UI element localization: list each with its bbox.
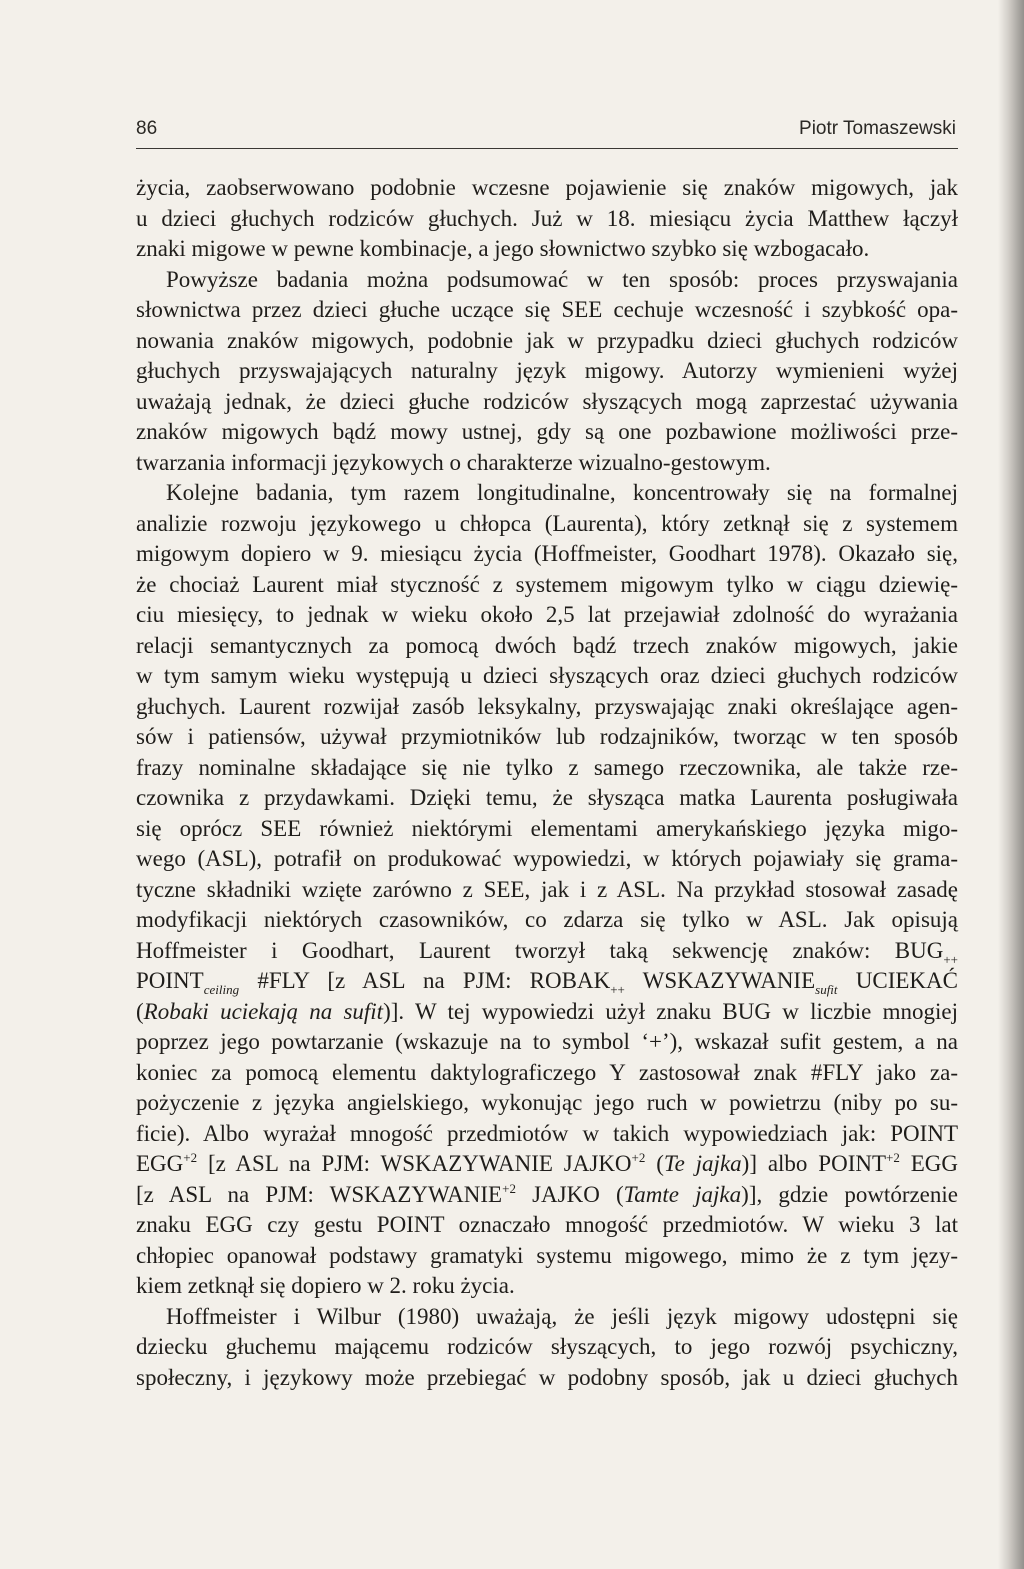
subscript: sufit xyxy=(815,982,838,997)
text-line xyxy=(136,936,958,967)
text-line: u dzieci głuchych rodziców głuchych. Już w 18. miesiącu życia Matthew łączył xyxy=(136,205,958,231)
text-fragment: )], gdzie powtórzenie xyxy=(741,1181,958,1207)
text-fragment: ( xyxy=(645,1151,664,1176)
text-line xyxy=(136,997,958,1028)
gloss-fly: #FLY [z ASL na PJM: ROBAK xyxy=(239,968,611,993)
text-line: sów i patiensów, używał przymiotników lub rodzajników, tworząc w ten sposób xyxy=(136,724,958,749)
text-line xyxy=(136,966,958,997)
text-line: frazy nominalne składające się nie tylko z samego rzeczownika, ale także rze- xyxy=(136,754,958,780)
text-line: uważają jednak, że dzieci głuche rodziców słyszących mogą zaprzestać używania xyxy=(136,388,958,414)
text-line: ciu miesięcy, to jednak w wieku około 2,5 lat przejawiał zdolność do wyrażania xyxy=(136,602,958,627)
text-fragment: ( xyxy=(136,998,144,1024)
text-line: kiem zetknął się dopiero w 2. roku życia. xyxy=(136,1273,515,1298)
superscript: +2 xyxy=(502,1180,516,1196)
subscript: ++ xyxy=(610,982,625,997)
text-line: życia, zaobserwowano podobnie wczesne pojawienie się znaków migowych, jak xyxy=(136,175,958,200)
page-edge-shadow xyxy=(998,0,1024,1569)
text-line: w tym samym wieku występują u dzieci słyszących oraz dzieci głuchych rodziców xyxy=(136,663,958,688)
text-line: poprzez jego powtarzanie (wskazuje na to symbol ‘+’), wskazał sufit gestem, a na xyxy=(136,1029,958,1054)
text-line: dziecku głuchemu mającemu rodziców słyszących, to jego rozwój psychiczny, xyxy=(136,1334,958,1359)
text-line: słownictwa przez dzieci głuche uczące się SEE cechuje wczesność i szybkość opa- xyxy=(136,297,958,322)
italic-translation: Robaki uciekają na sufit xyxy=(143,998,384,1024)
text-line: społeczny, i językowy może przebiegać w podobny sposób, jak u dzieci głuchych xyxy=(136,1364,958,1390)
text-line: nowania znaków migowych, podobnie jak w przypadku dzieci głuchych rodziców xyxy=(136,327,958,353)
gloss-point: POINT xyxy=(136,968,204,993)
subscript: ceiling xyxy=(203,982,240,997)
running-header xyxy=(136,116,958,149)
text-fragment: EGG xyxy=(899,1151,958,1176)
text-line: analizie rozwoju językowego u chłopca (Laurenta), który zetknął się z systemem xyxy=(136,510,958,536)
text-line: znaków migowych bądź mowy ustnej, gdy są one pozbawione możliwości prze- xyxy=(136,419,958,444)
gloss-wskazywanie: WSKAZYWANIE xyxy=(624,968,816,993)
text-line: się oprócz SEE również niektórymi elementami amerykańskiego języka migo- xyxy=(136,815,958,841)
text-line: Powyższe badania można podsumować w ten sposób: proces przyswajania xyxy=(166,266,958,292)
running-title: Piotr Tomaszewski xyxy=(799,118,956,139)
superscript: +2 xyxy=(886,1150,900,1165)
text-line xyxy=(136,1180,958,1211)
text-line: wego (ASL), potrafił on produkować wypowiedzi, w których pojawiały się grama- xyxy=(136,846,958,871)
text-line: znaki migowe w pewne kombinacje, a jego słownictwo szybko się wzbogacało. xyxy=(136,236,870,261)
text-line-content: Hoffmeister i Goodhart, Laurent tworzył taką sekwencję znaków: BUG xyxy=(136,937,944,963)
text-fragment: EGG xyxy=(136,1151,184,1176)
superscript: +2 xyxy=(631,1150,646,1165)
text-line: Hoffmeister i Wilbur (1980) uważają, że jeśli język migowy udostępni się xyxy=(166,1303,958,1329)
italic-translation: Te jajka xyxy=(663,1151,742,1176)
text-line: modyfikacji niektórych czasowników, co zdarza się tylko w ASL. Jak opisują xyxy=(136,907,958,932)
subscript: ++ xyxy=(943,951,958,967)
text-line: głuchych przyswajających naturalny język migowy. Autorzy wymienieni wyżej xyxy=(136,358,958,383)
body-text xyxy=(136,173,958,1393)
text-line: ficie). Albo wyrażał mnogość przedmiotów w takich wypowiedziach jak: POINT xyxy=(136,1120,958,1146)
text-fragment: [z ASL na PJM: WSKAZYWANIE JAJKO xyxy=(197,1151,632,1176)
text-line: koniec za pomocą elementu daktylograficzego Y zastosował znak #FLY jako za- xyxy=(136,1059,958,1085)
text-fragment: )] albo POINT xyxy=(741,1151,887,1176)
superscript: +2 xyxy=(183,1150,198,1165)
text-line: migowym dopiero w 9. miesiącu życia (Hoffmeister, Goodhart 1978). Okazało się, xyxy=(136,541,958,566)
text-fragment: [z ASL na PJM: WSKAZYWANIE xyxy=(136,1181,503,1207)
text-line: czownika z przydawkami. Dzięki temu, że słysząca matka Laurenta posługiwała xyxy=(136,785,958,810)
italic-translation: Tamte jajka xyxy=(623,1181,742,1207)
text-line: chłopiec opanował podstawy gramatyki systemu migowego, mimo że z tym języ- xyxy=(136,1242,958,1268)
text-fragment: JAJKO ( xyxy=(515,1181,624,1207)
text-fragment: )]. W tej wypowiedzi użył znaku BUG w liczbie mnogiej xyxy=(383,998,958,1024)
text-line: relacji semantycznych za pomocą dwóch bądź trzech znaków migowych, jakie xyxy=(136,632,958,658)
gloss-uciekac: UCIEKAĆ xyxy=(837,968,958,993)
text-line: twarzania informacji językowych o charakterze wizualno-gestowym. xyxy=(136,449,771,475)
text-line xyxy=(136,1149,958,1180)
text-line: znaku EGG czy gestu POINT oznaczało mnogość przedmiotów. W wieku 3 lat xyxy=(136,1212,958,1237)
text-line: Kolejne badania, tym razem longitudinalne, koncentrowały się na formalnej xyxy=(166,480,958,505)
text-line: głuchych. Laurent rozwijał zasób leksykalny, przyswajając znaki określające agen- xyxy=(136,693,958,719)
text-line: że chociaż Laurent miał styczność z systemem migowym tylko w ciągu dziewię- xyxy=(136,571,958,597)
page-number: 86 xyxy=(136,118,158,139)
text-line: tyczne składniki wzięte zarówno z SEE, jak i z ASL. Na przykład stosował zasadę xyxy=(136,876,958,902)
text-line: pożyczenie z języka angielskiego, wykonując jego ruch w powietrzu (niby po su- xyxy=(136,1090,958,1115)
